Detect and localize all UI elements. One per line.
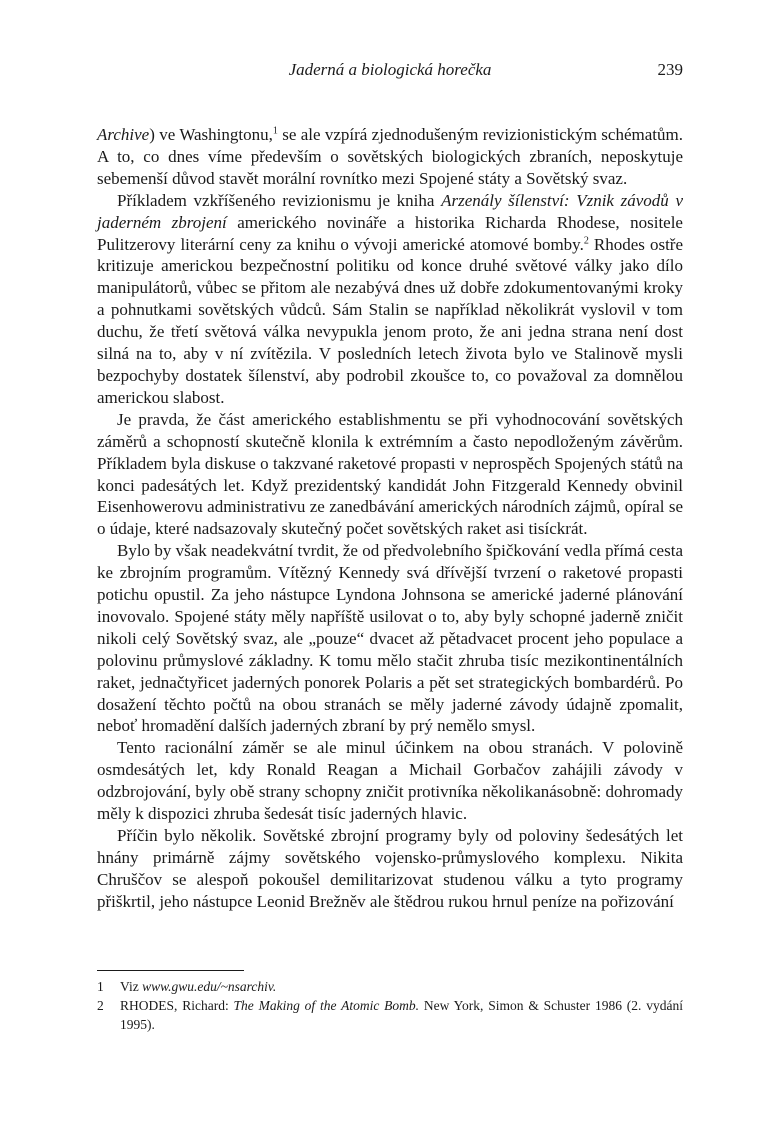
text-run: New York, Simon & Schuster 1986 (2. vydání 1995). [120, 998, 683, 1032]
italic-text: Archive [97, 125, 150, 144]
footnote-link[interactable]: www.gwu.edu/~nsarchiv. [142, 979, 277, 994]
paragraph: Příčin bylo několik. Sovětské zbrojní programy byly od poloviny šedesátých let hnány primárně zájmy sovětského vojensko-průmyslového komplexu. Nikita Chruščov se alespoň pokoušel demilitarizovat studenou válku a tyto programy přiškrtil, jeho nástupce Leonid Brežněv ale štědrou rukou hrnul peníze na pořizování [97, 826, 683, 911]
running-title: Jaderná a biologická horečka [288, 60, 492, 79]
footnote [97, 977, 683, 996]
text-run: se ale vzpírá zjednodušeným revizionistickým schématům. A to, co dnes víme především o sovětských biologických zbraních, neposkytuje sebemenší důvod stavět morální rovnítko mezi Spojené státy a Sovětský svaz. [97, 125, 683, 188]
text-run: RHODES, Richard: [120, 998, 234, 1013]
text-run: ) ve Washingtonu, [149, 125, 273, 144]
paragraph [97, 190, 683, 409]
book-title: Arzenály šílenství: Vznik závodů v jaderném zbrojení [97, 190, 683, 232]
text-run: Příkladem vzkříšeného revizionismu je kniha [117, 190, 442, 210]
body-text [97, 124, 683, 913]
page-header [97, 60, 683, 86]
footnote-reference[interactable]: 2 [583, 234, 589, 246]
footnote-divider [97, 970, 244, 971]
footnotes [97, 977, 683, 1034]
footnote-text [120, 977, 683, 996]
paragraph [97, 124, 683, 190]
cited-title: The Making of the Atomic Bomb. [233, 998, 420, 1013]
text-run: Rhodes ostře kritizuje americkou bezpečnostní politiku od konce druhé světové války jako dílo manipulátorů, vůbec se přitom ale nezabývá dnes už dobře zdokumentovanými kroky a pohnutkami sovětských vůdců. Sám Stalin se například několikrát vyslovil v tom duchu, že třetí světová válka nevypukla jenom proto, že ani jedna strana není dost silná na to, aby v ní zvítězila. V posledních letech života bylo ve Stalinově mysli bezpochyby dostatek šílenství, aby podrobil zkoušce to, co považoval za domnělou americkou slabost. [97, 234, 684, 407]
paragraph: Bylo by však neadekvátní tvrdit, že od předvolebního špičkování vedla přímá cesta ke zbrojním programům. Vítězný Kennedy svá dřívější tvrzení o raketové propasti potichu opustil. Za jeho nástupce Lyndona Johnsona se americké jaderné plánování inovovalo. Spojené státy měly napříště usilovat o to, aby byly schopné jaderně zničit nikoli celý Sovětský svaz, ale „pouze“ dvacet až pětadvacet procent jeho populace a polovinu průmyslové základny. K tomu mělo stačit zhruba tisíc mezikontinentálních raket, jednačtyřicet jaderných ponorek Polaris a pět set strategických bombardérů. Po dosažení těchto počtů na obou stranách se měly jaderné závody údajně zpomalit, neboť hromadění dalších jaderných zbraní by prý nemělo smysl. [97, 541, 683, 736]
footnote-number: 1 [97, 979, 104, 994]
footnote-text [120, 996, 683, 1034]
page-number: 239 [657, 60, 683, 79]
text-run: Viz [120, 979, 143, 994]
footnote-reference[interactable]: 1 [272, 125, 278, 137]
paragraph: Je pravda, že část amerického establishmentu se při vyhodnocování sovětských záměrů a schopností skutečně klonila k extrémním a často nepodloženým závěrům. Příkladem byla diskuse o takzvané raketové propasti v neprospěch Spojených států na konci padesátých let. Když prezidentský kandidát John Fitzgerald Kennedy obvinil Eisenhowerovu administrativu ze zanedbávání amerických národních zájmů, opíral se o údaje, které nadsazovaly skutečný počet sovětských raket asi tisíckrát. [97, 409, 683, 539]
footnote [97, 996, 683, 1034]
paragraph: Tento racionální záměr se ale minul účinkem na obou stranách. V polovině osmdesátých let, kdy Ronald Reagan a Michail Gorbačov zahájili závody v odzbrojování, byly obě strany schopny zničit protivníka několikanásobně: dohromady měly k dispozici zhruba šedesát tisíc jaderných hlavic. [97, 738, 683, 824]
footnote-number: 2 [97, 998, 104, 1013]
text-run: amerického novináře a historika Richarda Rhodese, nositele Pulitzerovy literární ceny za knihu o vývoji americké atomové bomby. [97, 212, 683, 254]
